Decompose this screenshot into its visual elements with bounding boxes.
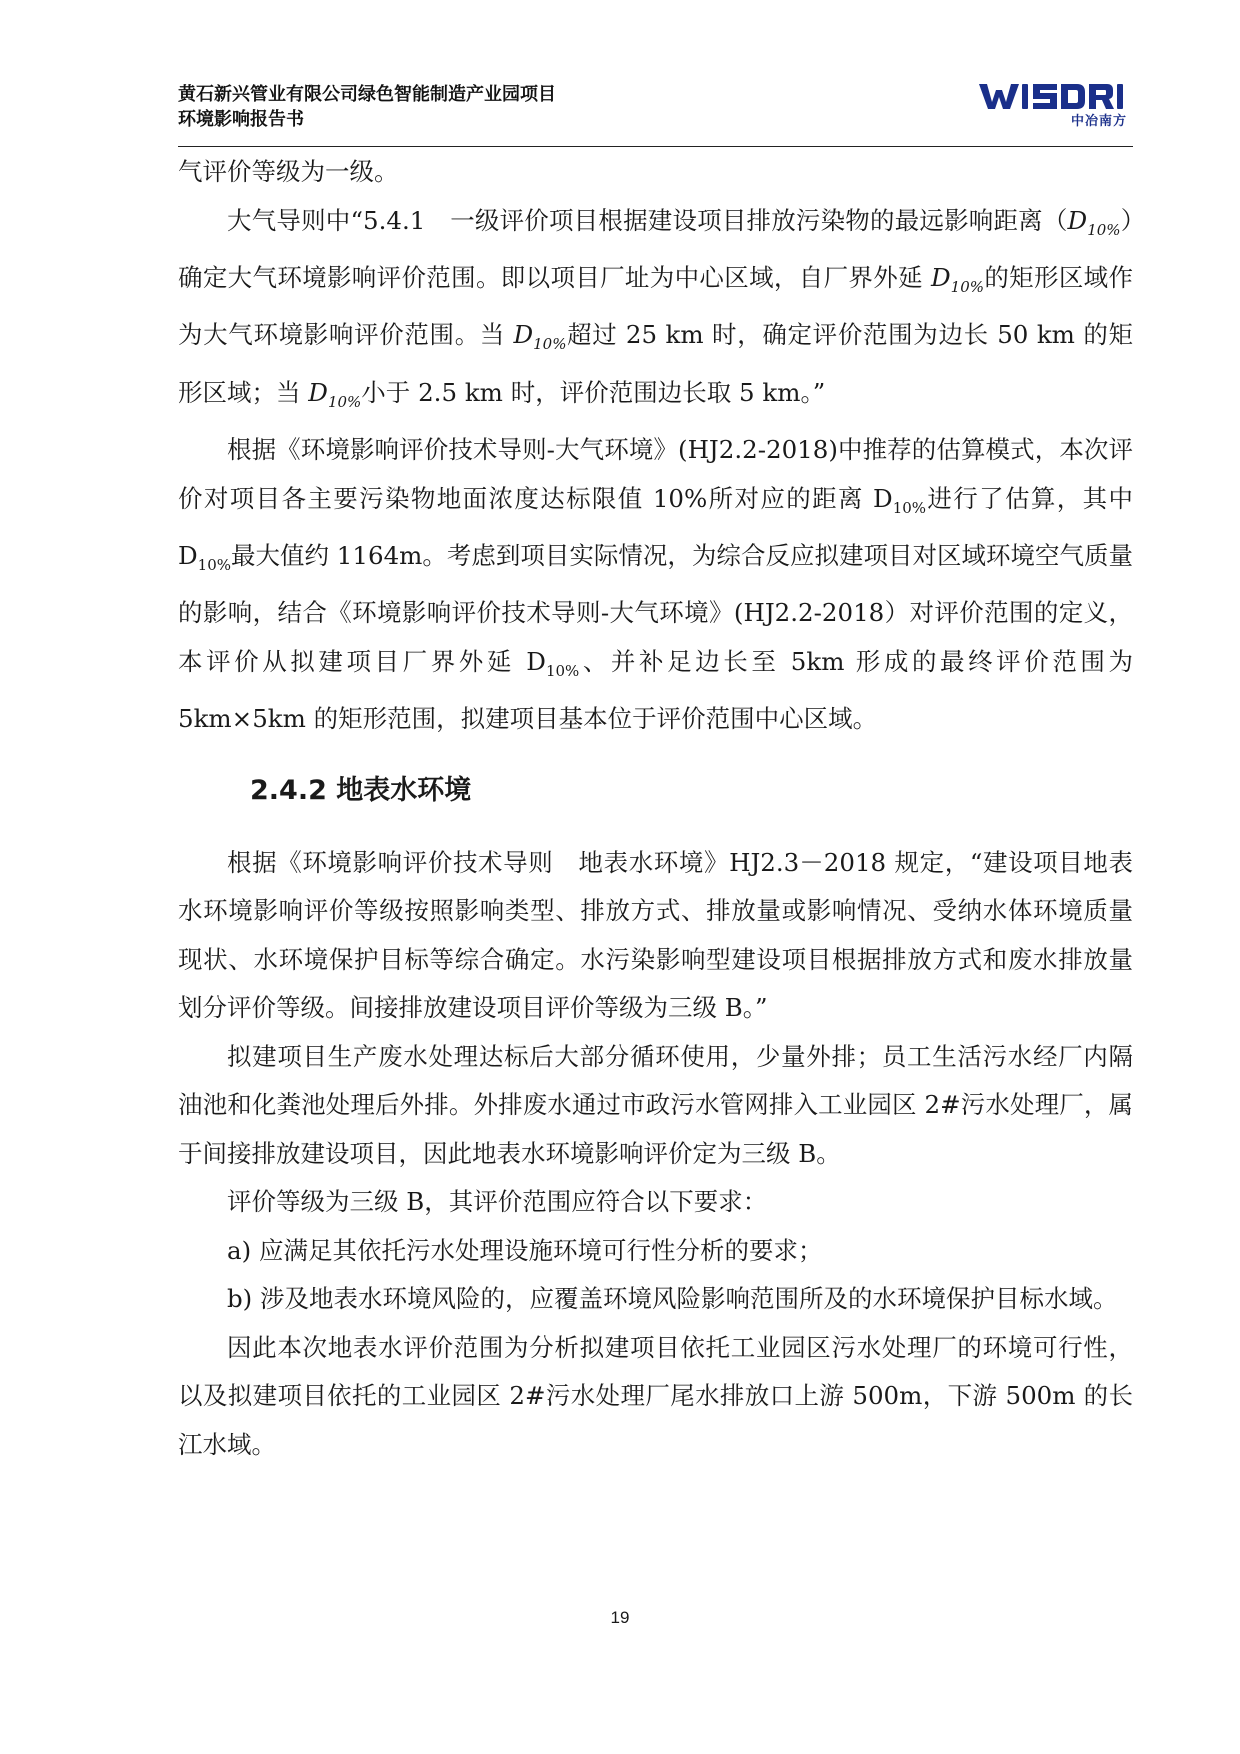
p2-d-symbol-2: D — [931, 262, 951, 292]
header-title-line1: 黄石新兴管业有限公司绿色智能制造产业园项目 — [178, 84, 556, 105]
p2-d-symbol-3: D — [513, 320, 534, 350]
page-number: 19 — [610, 1608, 630, 1627]
p3-text-b: 进行了估算，其中 D — [178, 483, 1133, 570]
p2-d-subscript-4: 10% — [327, 392, 362, 411]
p2-d-symbol-1: D — [1067, 205, 1088, 235]
p2-d-subscript-3: 10% — [533, 335, 567, 354]
paragraph-4: 根据《环境影响评价技术导则 地表水环境》HJ2.3－2018 规定，“建设项目地表水环境影响评价等级按照影响类型、排放方式、排放量或影响情况、受纳水体环境质量现状、水环境保护目标等综合确定。水污染影响型建设项目根据排放方式和废水排放量划分评价等级。间接排放建设项目评价等级为三级 B。” — [178, 847, 1133, 1023]
paragraph-1: 气评价等级为一级。 — [178, 157, 399, 186]
p2-d-symbol-4: D — [308, 377, 328, 407]
paragraph-6: 评价等级为三级 B，其评价范围应符合以下要求： — [227, 1187, 768, 1217]
page-header — [178, 82, 1133, 148]
paragraph-3 — [178, 426, 1133, 744]
header-title — [178, 82, 556, 132]
p2-d-subscript-1: 10% — [1087, 220, 1121, 239]
p3-d-subscript-2: 10% — [197, 555, 231, 574]
logo-subtext: 中冶南方 — [1070, 114, 1127, 129]
paragraph-9: 因此本次地表水评价范围为分析拟建项目依托工业园区污水处理厂的环境可行性，以及拟建项目依托的工业园区 2#污水处理厂尾水排放口上游 500m，下游 500m 的长江水域。 — [178, 1332, 1133, 1459]
page-content — [178, 148, 1133, 1469]
header-rule — [178, 146, 1133, 147]
list-item-a: a) 应满足其依托污水处理设施环境可行性分析的要求； — [227, 1235, 823, 1265]
paragraph-2 — [178, 197, 1133, 427]
paragraph-5: 拟建项目生产废水处理达标后大部分循环使用，少量外排；员工生活污水经厂内隔油池和化粪池处理后外排。外排废水通过市政污水管网排入工业园区 2#污水处理厂，属于间接排放建设项目，因此地表水环境影响评价定为三级 B。 — [178, 1041, 1133, 1168]
p2-text-b: ）确定大气环境影响评价范围。即以项目厂址为中心区域，自厂界外延 — [178, 205, 1133, 292]
section-heading: 2.4.2 地表水环境 — [250, 774, 472, 806]
list-item-b: b) 涉及地表水环境风险的，应覆盖环境风险影响范围所及的水环境保护目标水域。 — [227, 1284, 1118, 1314]
p3-d-subscript-3: 10% — [545, 661, 580, 680]
header-title-line2: 环境影响报告书 — [178, 109, 304, 130]
p2-d-subscript-2: 10% — [950, 277, 985, 296]
p3-d-subscript-1: 10% — [892, 498, 927, 517]
p2-text-d: 超过 25 km 时，确定评价范围为边长 50 km 的矩形区域；当 — [178, 320, 1133, 407]
p2-text-c: 的矩形区域作为大气环境影响评价范围。当 — [178, 262, 1133, 350]
p3-text-c: 最大值约 1164m。考虑到项目实际情况，为综合反应拟建项目对区域环境空气质量的影响，结合《环境影响评价技术导则-大气环境》(HJ2.2-2018）对评价范围的定义，本评价从拟建项目厂界外延 D — [178, 540, 1133, 676]
p2-text-a: 大气导则中“5.4.1 一级评价项目根据建设项目排放污染物的最远影响距离（ — [227, 205, 1068, 235]
p3-text-a: 根据《环境影响评价技术导则-大气环境》(HJ2.2-2018)中推荐的估算模式，本次评价对项目各主要污染物地面浓度达标限值 10%所对应的距离 D — [178, 435, 1133, 513]
p3-text-d: 、并补足边长至 5km 形成的最终评价范围为 5km×5km 的矩形范围，拟建项目基本位于评价范围中心区域。 — [178, 646, 1133, 734]
p2-text-e: 小于 2.5 km 时，评价范围边长取 5 km。” — [361, 377, 826, 407]
